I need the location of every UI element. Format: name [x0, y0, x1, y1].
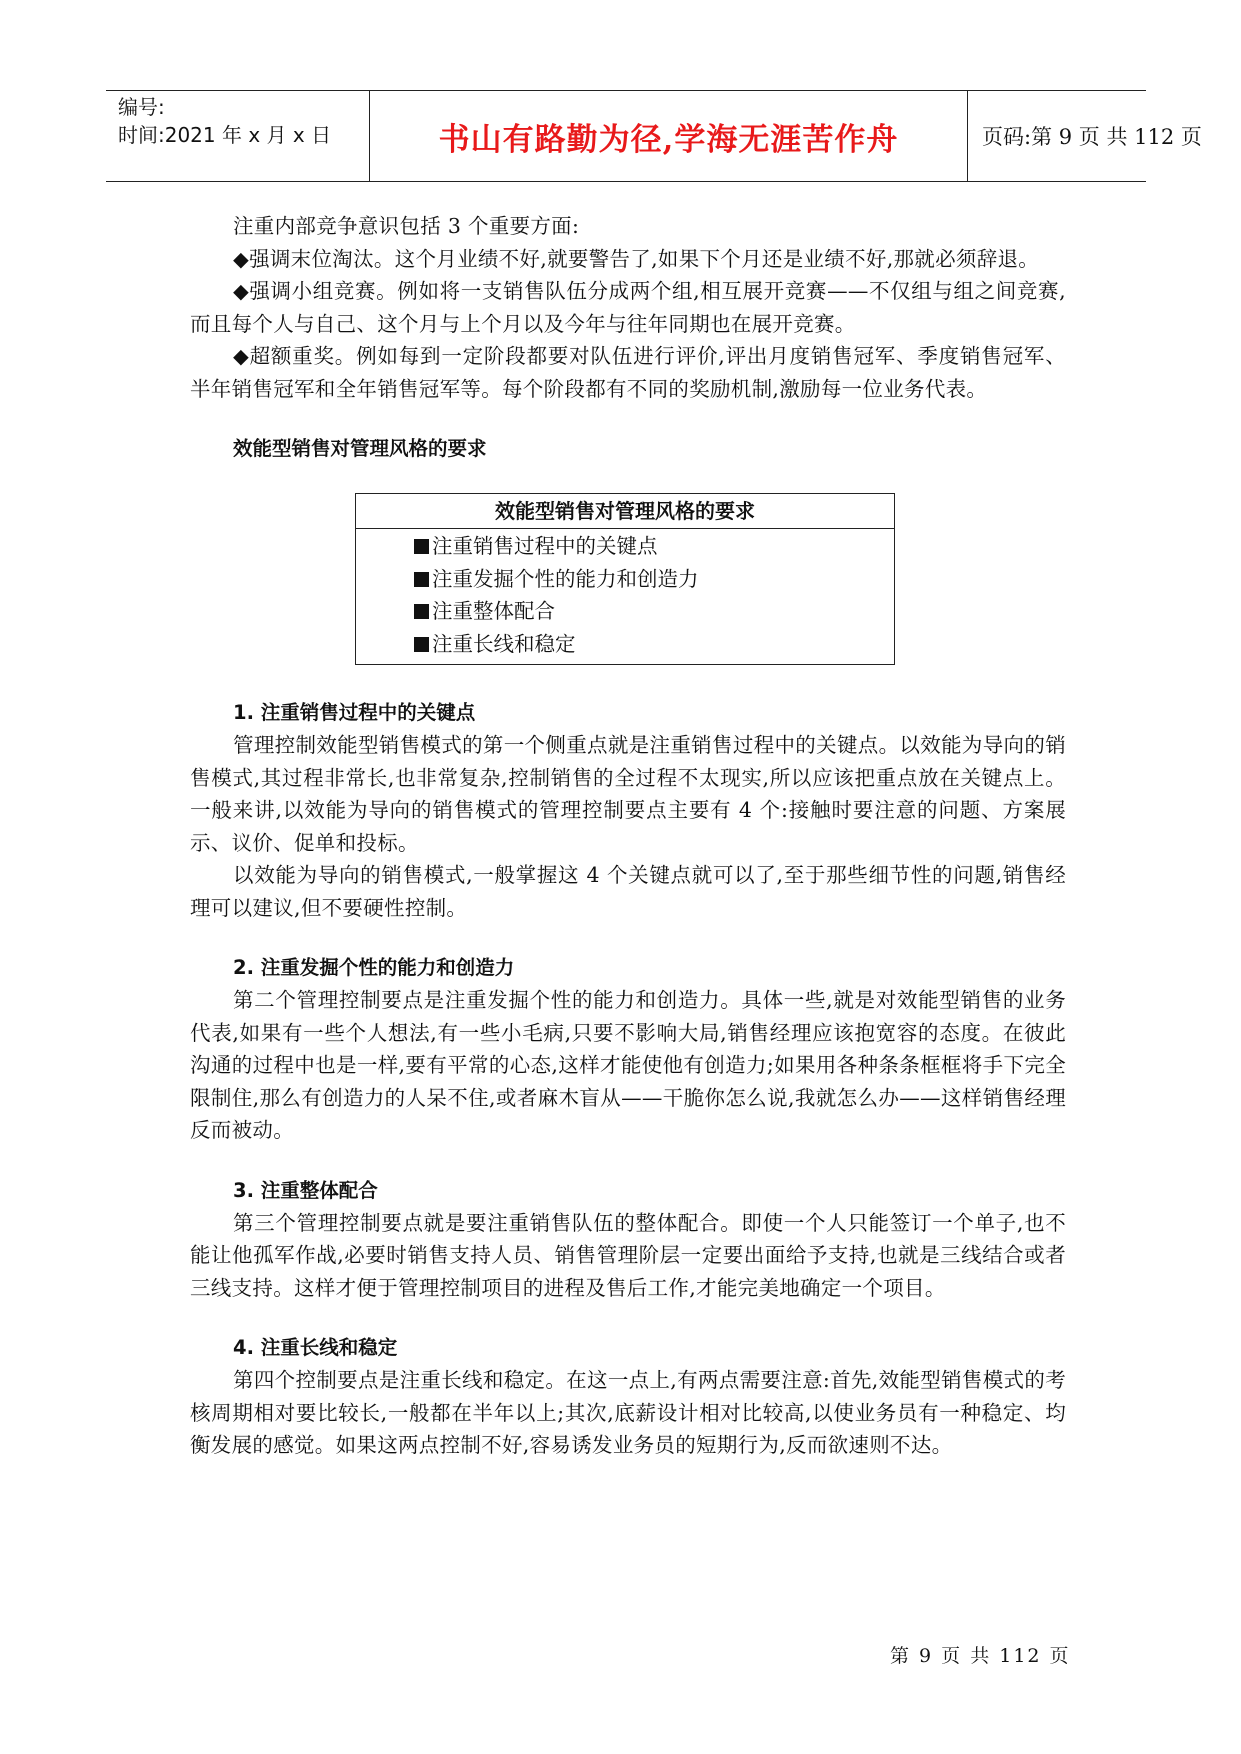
section-title-4: 4. 注重长线和稳定 — [233, 1336, 398, 1359]
section-1-paragraph: 以效能为导向的销售模式,一般掌握这 4 个关键点就可以了,至于那些细节性的问题,销售经理可以建议,但不要硬性控制。 — [190, 863, 1066, 920]
requirements-item — [414, 530, 894, 563]
intro-bullet: ◆强调小组竞赛。例如将一支销售队伍分成两个组,相互展开竞赛——不仅组与组之间竞赛,而且每个人与自己、这个月与上个月以及今年与往年同期也在展开竞赛。 — [190, 279, 1066, 336]
requirements-item — [414, 628, 894, 661]
section-title-3: 3. 注重整体配合 — [233, 1178, 378, 1202]
header-motto: 书山有路勤为径,学海无涯苦作舟 — [370, 91, 968, 181]
square-bullet-icon — [414, 637, 429, 652]
document-number-label: 编号: — [118, 95, 165, 119]
section-2-paragraph: 第二个管理控制要点是注重发掘个性的能力和创造力。具体一些,就是对效能型销售的业务代表,如果有一些个人想法,有一些小毛病,只要不影响大局,销售经理应该抱宽容的态度。在彼此沟通的过程中也是一样,要有平常的心态,这样才能使他有创造力;如果用各种条条框框将手下完全限制住,那么有创造力的人呆不住,或者麻木盲从——干脆你怎么说,我就怎么办——这样销售经理反而被动。 — [190, 988, 1066, 1142]
requirements-table-title: 效能型销售对管理风格的要求 — [356, 494, 894, 529]
requirements-table — [355, 493, 895, 665]
header-page-number: 页码:第 9 页 共 112 页 — [982, 125, 1202, 149]
requirements-table-body — [356, 529, 894, 664]
square-bullet-icon — [414, 539, 429, 554]
section-title-1: 1. 注重销售过程中的关键点 — [233, 701, 476, 724]
section-title-2: 2. 注重发掘个性的能力和创造力 — [233, 956, 515, 979]
main-heading: 效能型销售对管理风格的要求 — [233, 437, 487, 460]
page-footer: 第 9 页 共 112 页 — [890, 1645, 1071, 1667]
document-time-label: 时间:2021 年 x 月 x 日 — [118, 123, 332, 147]
requirements-item — [414, 563, 894, 596]
intro-lead: 注重内部竞争意识包括 3 个重要方面: — [233, 214, 580, 238]
section-3-paragraph: 第三个管理控制要点就是要注重销售队伍的整体配合。即使一个人只能签订一个单子,也不能让他孤军作战,必要时销售支持人员、销售管理阶层一定要出面给予支持,也就是三线结合或者三线支持。这样才便于管理控制项目的进程及售后工作,才能完美地确定一个项目。 — [190, 1210, 1066, 1300]
requirements-item-text: 注重销售过程中的关键点 — [432, 534, 658, 558]
section-1-paragraph: 管理控制效能型销售模式的第一个侧重点就是注重销售过程中的关键点。以效能为导向的销售模式,其过程非常长,也非常复杂,控制销售的全过程不太现实,所以应该把重点放在关键点上。一般来讲,以效能为导向的销售模式的管理控制要点主要有 4 个:接触时要注意的问题、方案展示、议价、促单和投标。 — [190, 733, 1066, 855]
section-4-paragraph: 第四个控制要点是注重长线和稳定。在这一点上,有两点需要注意:首先,效能型销售模式的考核周期相对要比较长,一般都在半年以上;其次,底薪设计相对比较高,以使业务员有一种稳定、均衡发展的感觉。如果这两点控制不好,容易诱发业务员的短期行为,反而欲速则不达。 — [190, 1368, 1066, 1457]
intro-bullet: ◆超额重奖。例如每到一定阶段都要对队伍进行评价,评出月度销售冠军、季度销售冠军、半年销售冠军和全年销售冠军等。每个阶段都有不同的奖励机制,激励每一位业务代表。 — [190, 344, 1066, 401]
requirements-item-text: 注重长线和稳定 — [432, 631, 576, 656]
square-bullet-icon — [414, 604, 429, 619]
requirements-item — [414, 595, 894, 628]
intro-bullet: ◆强调末位淘汰。这个月业绩不好,就要警告了,如果下个月还是业绩不好,那就必须辞退。 — [233, 246, 1040, 271]
header-meta — [106, 91, 370, 181]
document-body — [190, 210, 1066, 1462]
square-bullet-icon — [414, 572, 429, 587]
page-header — [106, 90, 1202, 182]
requirements-item-text: 注重发掘个性的能力和创造力 — [432, 566, 699, 591]
requirements-item-text: 注重整体配合 — [432, 599, 555, 623]
